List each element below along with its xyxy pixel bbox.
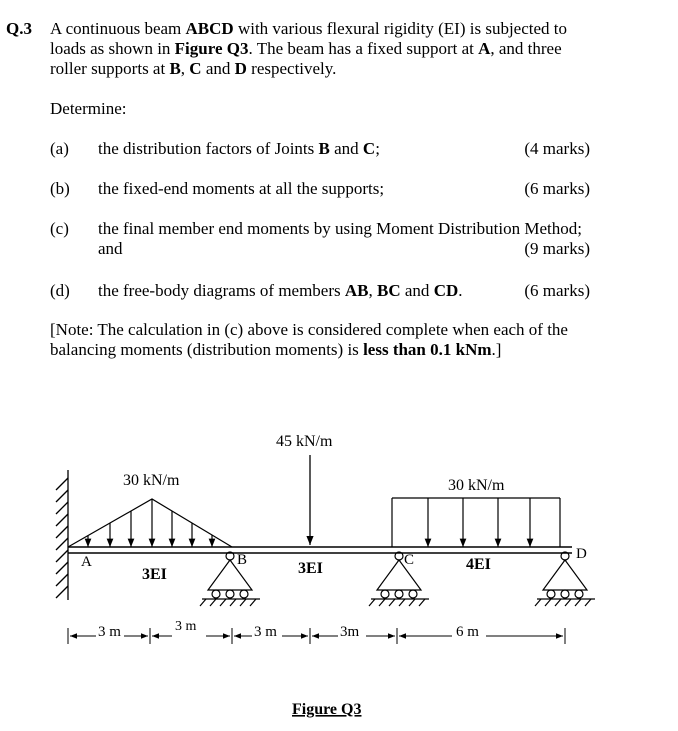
rigidity-cd: 4EI xyxy=(466,556,491,573)
udl-load-label: 30 kN/m xyxy=(448,477,505,494)
part-c-text: the final member end moments by using Moment Distribution Method; xyxy=(98,219,582,238)
dimension-4: 3m xyxy=(340,624,360,640)
triangular-load xyxy=(68,499,232,547)
rigidity-bc: 3EI xyxy=(298,560,323,577)
support-d-label: D xyxy=(576,546,587,562)
part-d-marks: (6 marks) xyxy=(524,281,590,300)
intro-line-1: A continuous beam ABCD with various flexural rigidity (EI) is subjected to xyxy=(50,19,567,38)
intro-line-2: loads as shown in Figure Q3. The beam has a fixed support at A, and three xyxy=(50,39,562,58)
support-c-label: C xyxy=(404,552,415,568)
dimension-line xyxy=(68,628,565,644)
part-a-label: (a) xyxy=(50,139,69,158)
intro-line-3: roller supports at B, C and D respectively. xyxy=(50,59,337,78)
support-b-label: B xyxy=(237,552,248,568)
dimension-2: 3 m xyxy=(175,619,197,634)
triangular-load-label: 30 kN/m xyxy=(123,472,180,489)
note-line-1: [Note: The calculation in (c) above is considered complete when each of the xyxy=(50,320,568,339)
point-load-label: 45 kN/m xyxy=(276,433,333,450)
support-a-label: A xyxy=(81,554,92,570)
note-line-2: balancing moments (distribution moments) is less than 0.1 kNm.] xyxy=(50,340,502,359)
part-d-label: (d) xyxy=(50,281,70,300)
dimension-3: 3 m xyxy=(254,624,277,640)
beam xyxy=(68,547,572,553)
part-c-label: (c) xyxy=(50,219,69,238)
part-d-text: the free-body diagrams of members AB, BC and CD. xyxy=(98,281,463,300)
determine-heading: Determine: xyxy=(50,99,127,118)
udl-load xyxy=(392,498,560,547)
question-number: Q.3 xyxy=(6,19,32,38)
part-a-marks: (4 marks) xyxy=(524,139,590,158)
dimension-5: 6 m xyxy=(456,624,479,640)
figure-caption: Figure Q3 xyxy=(292,701,362,718)
part-c-text-cont: and xyxy=(98,239,123,258)
part-b-text: the fixed-end moments at all the supports; xyxy=(98,179,385,198)
roller-support-c xyxy=(369,552,429,606)
part-b-marks: (6 marks) xyxy=(524,179,590,198)
rigidity-ab: 3EI xyxy=(142,566,167,583)
dimension-1: 3 m xyxy=(98,624,121,640)
part-b-label: (b) xyxy=(50,179,70,198)
part-c-marks: (9 marks) xyxy=(524,239,590,258)
part-a-text: the distribution factors of Joints B and C; xyxy=(98,139,380,158)
roller-support-b xyxy=(200,552,260,606)
fixed-support-a xyxy=(56,470,68,600)
